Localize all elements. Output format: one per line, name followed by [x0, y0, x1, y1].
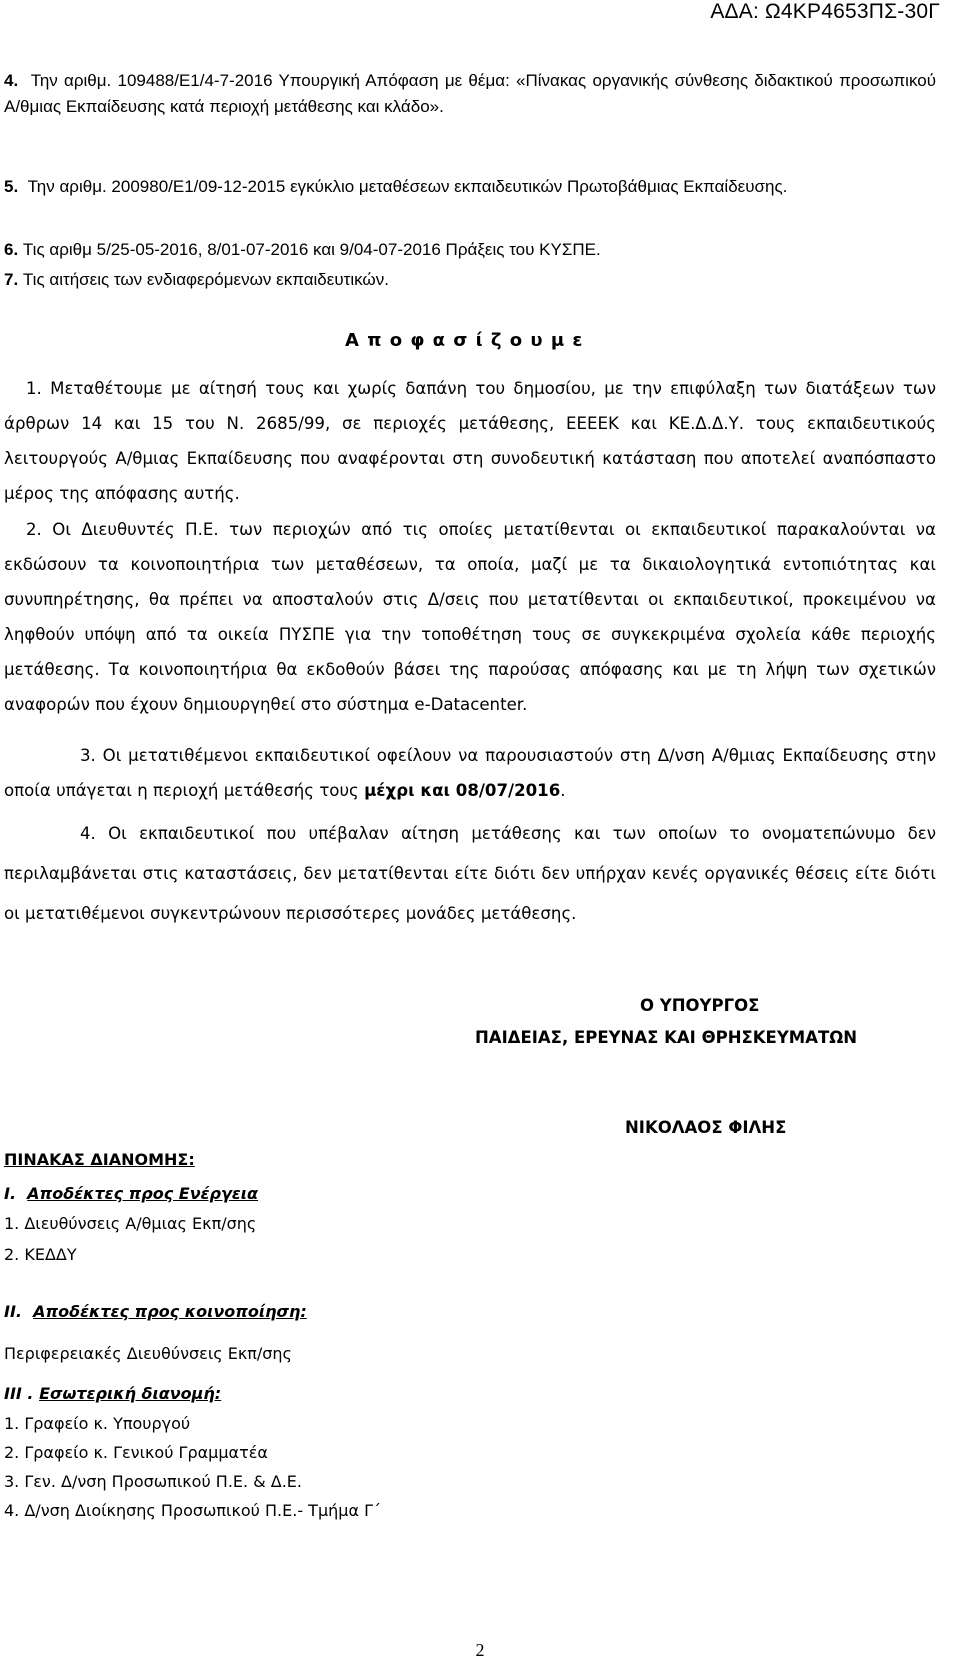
distribution-item: Περιφερειακές Διευθύνσεις Εκπ/σης [4, 1344, 292, 1363]
ada-code: ΑΔΑ: Ω4ΚΡ4653ΠΣ-30Γ [710, 0, 940, 23]
reference-6-text: Τις αριθμ 5/25-05-2016, 8/01-07-2016 και 9/04-07-2016 Πράξεις του ΚΥΣΠΕ. [22, 240, 601, 259]
distribution-item: 3. Γεν. Δ/νση Προσωπικού Π.Ε. & Δ.Ε. [4, 1472, 302, 1491]
decision-3: 3. Οι μετατιθέμενοι εκπαιδευτικοί οφείλουν να παρουσιαστούν στη Δ/νση Α/θμιας Εκπαίδευσης στην οποία υπάγεται η περιοχή μετάθεσής τους μέχρι και 08/07/2016. [4, 746, 936, 800]
signature-title-line1: Ο ΥΠΟΥΡΓΟΣ [640, 996, 760, 1015]
reference-7 [4, 270, 389, 290]
reference-6 [4, 240, 601, 260]
reference-5 [4, 172, 936, 202]
distribution-section-2-heading: ΙΙ. Αποδέκτες προς κοινοποίηση: [4, 1302, 307, 1321]
decision-1: 1. Μεταθέτουμε με αίτησή τους και χωρίς δαπάνη του δημοσίου, με την επιφύλαξη των διατάξεων των άρθρων 14 και 15 του Ν. 2685/99, σε περιοχές μετάθεσης, ΕΕΕΕΚ και ΚΕ.Δ.Δ.Υ. τους εκπαιδευτικούς λειτουργούς Α/θμιας Εκπαίδευσης που αναφέρονται στη συνοδευτική κατάσταση που αποτελεί αναπόσπαστο μέρος της απόφασης αυτής. [4, 379, 936, 503]
distribution-item: 2. Γραφείο κ. Γενικού Γραμματέα [4, 1443, 268, 1462]
signature-title-line2: ΠΑΙΔΕΙΑΣ, ΕΡΕΥΝΑΣ ΚΑΙ ΘΡΗΣΚΕΥΜΑΤΩΝ [475, 1028, 858, 1047]
reference-5-number: 5. [4, 177, 19, 196]
distribution-item: 2. ΚΕΔΔΥ [4, 1245, 77, 1264]
reference-6-number: 6. [4, 240, 19, 259]
decision-4: 4. Οι εκπαιδευτικοί που υπέβαλαν αίτηση μετάθεσης και των οποίων το ονοματεπώνυμο δεν περιλαμβάνεται στις καταστάσεις, δεν μετατίθενται είτε διότι δεν υπήρχαν κενές οργανικές θέσεις είτε διότι οι μετατιθέμενοι συγκεντρώνουν περισσότερες μονάδες μετάθεσης. [4, 824, 936, 923]
page-number: 2 [475, 1640, 485, 1660]
decision-2: 2. Οι Διευθυντές Π.Ε. των περιοχών από τις οποίες μετατίθενται οι εκπαιδευτικοί παρακαλούνται να εκδώσουν τα κοινοποιητήρια των μεταθέσεων, τα οποία, μαζί με τα δικαιολογητικά εντοπιότητας και συνυπηρέτησης, θα πρέπει να αποσταλούν στις Δ/σεις που μετατίθενται οι εκπαιδευτικοί, προκειμένου να ληφθούν υπόψη από τα οικεία ΠΥΣΠΕ για την τοποθέτηση τους σε συγκεκριμένα σχολεία κάθε περιοχής μετάθεσης. Τα κοινοποιητήρια θα εκδοθούν βάσει της παρούσας απόφασης και με τη λήψη των σχετικών αναφορών που έχουν δημιουργηθεί στο σύστημα e-Datacenter. [4, 520, 936, 714]
reference-7-text: Τις αιτήσεις των ενδιαφερόμενων εκπαιδευτικών. [22, 270, 389, 289]
distribution-item: 1. Γραφείο κ. Υπουργού [4, 1414, 191, 1433]
decision-heading: Α π ο φ α σ ί ζ ο υ μ ε [345, 330, 584, 351]
deadline-date: μέχρι και 08/07/2016 [364, 781, 561, 800]
reference-4-number: 4. [4, 71, 19, 90]
reference-5-text: Την αριθμ. 200980/Ε1/09-12-2015 εγκύκλιο μεταθέσεων εκπαιδευτικών Πρωτοβάθμιας Εκπαίδευσης. [27, 177, 788, 196]
distribution-section-1-heading: Ι. Αποδέκτες προς Ενέργεια [4, 1184, 259, 1203]
distribution-item: 4. Δ/νση Διοίκησης Προσωπικού Π.Ε.- Τμήμα Γ΄ [4, 1501, 381, 1520]
reference-7-number: 7. [4, 270, 19, 289]
distribution-section-3-heading: ΙΙΙ . Εσωτερική διανομή: [4, 1384, 222, 1403]
reference-4-text: Την αριθμ. 109488/Ε1/4-7-2016 Υπουργική Απόφαση με θέμα: «Πίνακας οργανικής σύνθεσης διδακτικού προσωπικού Α/θμιας Εκπαίδευσης κατά περιοχή μετάθεσης και κλάδο». [4, 71, 937, 116]
distribution-title: ΠΙΝΑΚΑΣ ΔΙΑΝΟΜΗΣ: [4, 1150, 195, 1169]
distribution-item: 1. Διευθύνσεις Α/θμιας Εκπ/σης [4, 1214, 257, 1233]
signature-name: ΝΙΚΟΛΑΟΣ ΦΙΛΗΣ [625, 1118, 787, 1137]
reference-4 [4, 68, 936, 120]
